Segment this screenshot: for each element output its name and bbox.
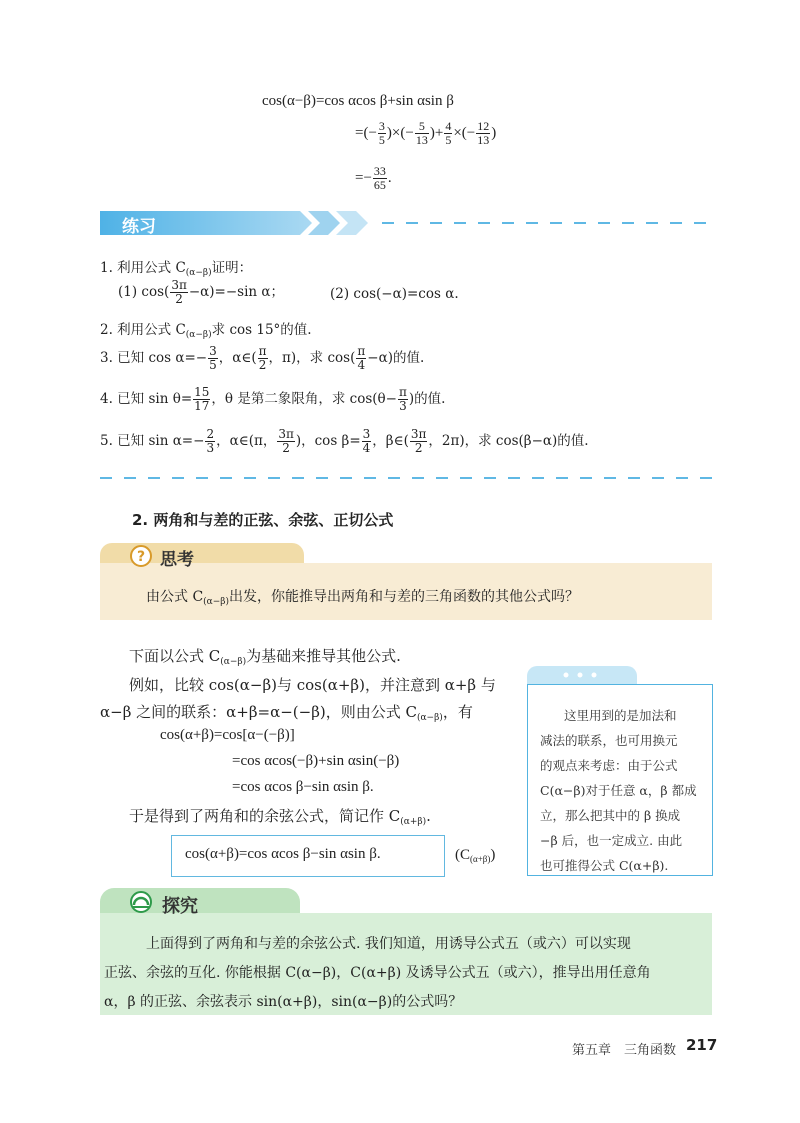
text: ×(− [453,124,476,141]
text: ，2π)，求 cos(β−α)的值. [428,433,589,449]
explore-line: 正弦、余弦的互化. 你能根据 C(α−β)，C(α+β) 及诱导公式五（或六），推导出用任意角 [104,965,651,981]
sidenote-line: 减法的联系，也可用换元 [540,733,678,748]
text: 2. 利用公式 C [100,322,186,338]
derivation-line-1: cos(α+β)=cos[α−(−β)] [160,727,295,743]
practice-item-2 [100,318,312,340]
denominator: 3 [206,441,215,455]
subscript: (α−β) [203,597,230,607]
example-rhs: =cos αcos β+sin αsin β [315,93,454,109]
fraction [398,386,408,413]
sidenote-line: 也可推得公式 C(α+β). [540,858,669,873]
numerator: 4 [445,119,452,133]
practice-banner [100,209,712,239]
sidenote-text [528,685,712,878]
text: )×(− [386,124,414,141]
practice-item-5 [100,428,589,455]
text: 1. 利用公式 C [100,260,186,276]
text: 5. 已知 sin α=− [100,433,205,449]
subscript: (α−β) [185,330,212,340]
denominator: 13 [415,133,428,147]
sidenote-dots-icon [560,670,610,680]
formula-tag [455,847,495,864]
fraction [410,428,428,455]
text: 证明： [211,260,253,276]
text: ，π)，求 cos( [268,350,356,366]
body-paragraph-2: 例如，比较 cos(α−β)与 cos(α+β)，并注意到 α+β 与 [129,676,496,694]
fraction [277,428,295,455]
explore-label: 探究 [162,896,198,917]
text: 出发，你能推导出两角和与差的三角函数的其他公式吗？ [229,589,580,605]
denominator: 5 [445,133,452,147]
text: )的值. [408,391,446,407]
numerator: π [398,385,407,399]
section-heading: 2. 两角和与差的正弦、余弦、正切公式 [132,511,394,529]
page-number: 217 [686,1036,718,1054]
think-label: 思考 [160,550,194,570]
body-paragraph-1 [129,645,401,667]
explore-line: α，β 的正弦、余弦表示 sin(α+β)，sin(α−β)的公式吗？ [104,994,463,1010]
derivation-line-3: =cos αcos β−sin αsin β. [232,779,374,795]
denominator: 65 [373,178,386,192]
text: ，α∈( [218,350,257,366]
example-line-3 [355,165,392,192]
denominator: 3 [399,399,407,413]
numerator: 5 [415,120,429,134]
subscript: (α−β) [220,657,247,667]
practice-item-1 [100,256,252,278]
text: 为基础来推导其他公式. [246,647,401,665]
practice-item-4 [100,386,445,413]
sidenote-line: −β 后，也一定成立. 由此 [540,833,683,848]
fraction [356,345,366,372]
numerator: 12 [477,119,490,133]
text: 4. 已知 sin θ= [100,391,193,407]
sidenote-line: 这里用到的是加法和 [564,708,677,723]
subscript: (α−β) [185,268,212,278]
subscript: (α+β) [400,817,427,827]
numerator: 3 [362,427,371,441]
denominator: 4 [362,441,371,455]
denominator: 2 [282,441,290,455]
body-paragraph-3 [100,701,473,723]
practice-item-1a [118,279,284,306]
denominator: 4 [357,358,366,372]
numerator: 3π [171,278,187,292]
text: α−β 之间的联系：α+β=α−(−β)，则由公式 C [100,703,417,721]
cosine-sum-formula: cos(α+β)=cos αcos β−sin αsin β. [185,846,381,862]
fraction [362,428,372,455]
denominator: 17 [194,399,210,413]
numerator: 3 [209,344,217,358]
sidenote-box [527,684,713,876]
text: 求 cos 15°的值. [211,322,312,338]
text: 于是得到了两角和的余弦公式，简记作 C [129,807,401,825]
fraction [258,345,268,372]
text: ，有 [442,703,473,721]
numerator: 3 [378,119,385,133]
numerator: 3π [278,427,294,441]
example-line-1 [262,93,454,110]
explore-text [104,930,706,1017]
example-lhs: cos(α−β) [262,93,316,109]
fraction [378,120,386,147]
fraction [205,428,215,455]
practice-end-divider [100,476,712,480]
footer-chapter: 第五章 三角函数 [572,1043,677,1058]
fraction [373,165,387,192]
numerator: π [357,344,366,358]
text: −α)=−sin α； [188,284,285,300]
text: . [426,807,431,825]
text: ) [490,847,496,863]
text: 3. 已知 cos α=− [100,350,208,366]
numerator: 15 [194,385,210,399]
text: ) [491,124,497,141]
fraction [170,279,188,306]
numerator: 2 [206,427,215,441]
denominator: 5 [378,133,385,147]
denominator: 2 [414,441,423,455]
practice-item-1b: (2) cos(−α)=cos α. [330,286,459,302]
fraction [415,120,429,147]
svg-text:?: ? [136,549,146,565]
fraction [193,386,210,413]
text: ，θ 是第二象限角，求 cos(θ− [211,391,397,407]
think-text [146,586,579,607]
text: ，β∈( [372,433,409,449]
numerator: 33 [373,164,386,178]
practice-label: 练习 [122,217,156,237]
text: . [387,169,392,186]
text: ，α∈(π， [216,433,277,449]
denominator: 2 [175,292,183,306]
subscript: (α−β) [416,713,443,723]
text: =− [355,169,372,186]
explore-icon [128,891,154,913]
fraction [476,120,490,147]
sidenote-line: C(α−β)对于任意 α，β 都成 [540,783,697,798]
numerator: π [258,344,267,358]
derivation-line-2: =cos αcos(−β)+sin αsin(−β) [232,753,400,769]
text: 下面以公式 C [129,647,221,665]
explore-line: 上面得到了两角和与差的余弦公式. 我们知道，用诱导公式五（或六）可以实现 [146,936,631,952]
text: 由公式 C [146,589,204,605]
question-icon [130,545,152,567]
denominator: 13 [477,133,490,147]
text: −α)的值. [367,350,425,366]
denominator: 5 [209,358,217,372]
denominator: 2 [258,358,267,372]
text: )+ [429,124,444,141]
practice-item-3 [100,345,424,372]
fraction [208,345,218,372]
text: )，cos β= [295,433,361,449]
sidenote-line: 的观点来考虑：由于公式 [540,758,678,773]
sidenote-line: 立，那么把其中的 β 换成 [540,808,681,823]
fraction [444,120,452,147]
example-line-2 [355,120,496,147]
numerator: 3π [410,427,427,441]
body-paragraph-4 [129,805,431,827]
text: (1) cos( [118,284,170,300]
text: (C [455,847,470,863]
subscript: (α+β) [470,854,491,864]
text: =(− [355,124,377,141]
